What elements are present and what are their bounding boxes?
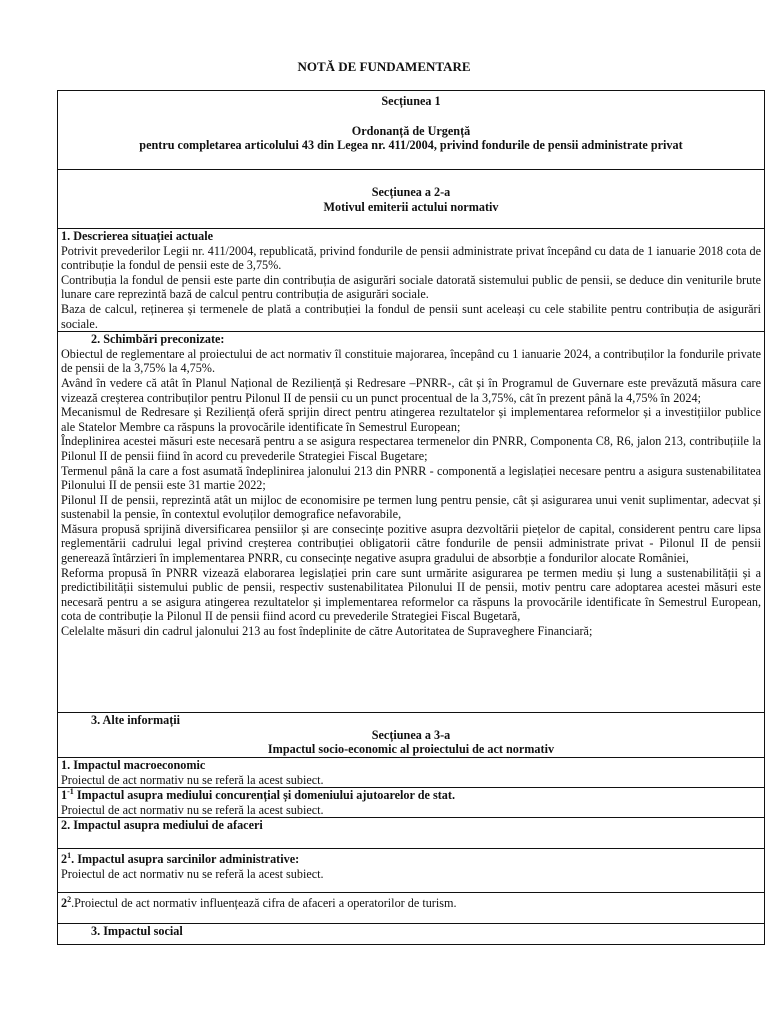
act-subject: pentru completarea articolului 43 din Legea nr. 411/2004, privind fondurile de pensii administrate privat — [139, 138, 683, 153]
planned-changes-heading — [61, 332, 761, 347]
other-info-cell — [58, 713, 765, 758]
current-situation-row — [58, 229, 765, 332]
section2-header-row — [58, 170, 765, 229]
current-situation-heading: 1. Descrierea situației actuale — [61, 229, 214, 243]
social-impact-cell — [58, 924, 765, 945]
current-situation-paragraph: Baza de calcul, reținerea și termenele de plată a contribuției la fondul de pensii sunt aceleași cu cele stabilite pentru contribuția de asigurări sociale. — [61, 301, 761, 331]
admin-impact-text: Proiectul de act normativ nu se referă la acest subiect. — [61, 866, 324, 881]
admin-impact-cell — [58, 849, 765, 893]
act-type: Ordonanță de Urgență — [351, 123, 471, 138]
business-impact-heading: 2. Impactul asupra mediului de afaceri — [61, 818, 263, 833]
tourism-impact-label: .Proiectul de act normativ influențează cifra de afaceri a operatorilor de turism. — [71, 896, 457, 911]
section2-title: Secțiunea a 2-a — [371, 185, 451, 199]
planned-changes-paragraph: Obiectul de reglementare al proiectului de act normativ îl constituie majorarea, începând cu 1 ianuarie 2024, a contribuților la fondurile private de pensii de la 3,75% la 4,75%. — [61, 346, 761, 376]
tourism-impact-row — [58, 893, 765, 924]
social-impact-label: Impactul social — [103, 924, 183, 939]
other-info-label: Alte informații — [102, 713, 181, 728]
competition-impact-heading — [61, 788, 761, 803]
social-impact-heading — [61, 924, 761, 939]
document-title: NOTĂ DE FUNDAMENTARE — [297, 59, 471, 74]
admin-impact-label: . Impactul asupra sarcinilor administrative: — [71, 852, 300, 867]
current-situation-paragraph: Contribuția la fondul de pensii este parte din contribuția de asigurări sociale datorată sistemului public de pensii, se deduce din veniturile brute lunare care reprezintă bază de calcul pentru contribuția de asigurări sociale. — [61, 272, 761, 302]
section3-title: Secțiunea a 3-a — [371, 727, 451, 742]
planned-changes-row — [58, 332, 765, 713]
social-impact-number: 3. — [91, 924, 101, 939]
macro-impact-text: Proiectul de act normativ nu se referă la acest subiect. — [61, 772, 324, 787]
current-situation-cell — [58, 229, 765, 332]
planned-changes-number: 2. — [91, 332, 101, 347]
macro-impact-cell — [58, 757, 765, 787]
admin-impact-row — [58, 849, 765, 893]
macro-impact-row — [58, 757, 765, 787]
competition-impact-superscript: -1 — [67, 787, 74, 797]
section1-title: Secțiunea 1 — [381, 94, 441, 108]
tourism-impact-num: 2 — [61, 896, 68, 911]
tourism-impact-text — [61, 896, 761, 911]
section2-subtitle: Motivul emiterii actului normativ — [323, 199, 499, 214]
planned-changes-paragraph: Reforma propusă în PNRR vizează elaborarea legislației prin care sunt urmărite asigurarea pe termen mediu și lung a sustenabilității și a predictibilității sistemului public de pensii, respectiv sustenabilitatea Pilonului II de pensii, motiv pentru care adoptarea acestei măsuri este necesară pentru a se asigura atingerea rezultatelor și implementarea reformelor ca răspuns la provocările identificate în Semestrul European, cota de contribuție la Pilonul II de pensii fiind acord cu prevederile Strategiei Fiscal Bugetară, — [61, 565, 761, 624]
other-info-row — [58, 713, 765, 758]
business-impact-row — [58, 818, 765, 849]
admin-impact-heading — [61, 852, 761, 867]
section2-header-cell — [58, 170, 765, 229]
competition-impact-label: Impactul asupra mediului concurențial și domeniului ajutoarelor de stat. — [73, 788, 455, 803]
planned-changes-label: Schimbări preconizate: — [103, 332, 225, 347]
macro-impact-heading: 1. Impactul macroeconomic — [61, 757, 206, 772]
admin-impact-superscript: 1 — [67, 851, 72, 861]
current-situation-paragraph: Potrivit prevederilor Legii nr. 411/2004, republicată, privind fondurile de pensii administrate privat începând cu data de 1 ianuarie 2018 cota de contribuție la fondul de pensii este de 3,75%. — [61, 243, 761, 273]
planned-changes-paragraph: Pilonul II de pensii, reprezintă atât un mijloc de economisire pe termen lung pentru pensie, cât și asigurarea unui venit suplimentar, adecvat și sustenabil la pensie, în contextul evoluților demografice nefavorabile, — [61, 492, 761, 522]
competition-impact-cell — [58, 788, 765, 818]
section3-subtitle: Impactul socio-economic al proiectului de act normativ — [267, 742, 555, 757]
section1-cell — [58, 91, 765, 170]
social-impact-row — [58, 924, 765, 945]
planned-changes-paragraph: Îndeplinirea acestei măsuri este necesară pentru a se asigura respectarea termenelor din PNRR, Componenta C8, R6, jalon 213, contribuțiile la Pilonul II de pensii fiind în acord cu prevederile Strategiei Fiscal Bugetare; — [61, 434, 761, 463]
planned-changes-paragraph: Având în vedere că atât în Planul Național de Reziliență și Redresare –PNRR-, cât și în Programul de Guvernare este prevăzută măsura care vizează creșterea contribuților pentru Pilonul II de pensii cu un punct procentual de la 3,75%, cât în prezent până la 4,75% în 2024; — [61, 375, 761, 405]
competition-impact-number: 1 — [61, 788, 68, 803]
other-info-heading — [61, 713, 761, 728]
competition-impact-row — [58, 788, 765, 818]
tourism-impact-number — [61, 896, 71, 910]
planned-changes-paragraph: Măsura propusă sprijină diversificarea pensiilor și are consecințe pozitive asupra dezvoltării piețelor de capital, considerent pentru care lipsa reglementării cadrului legal privind creșterea contribuției obligatorii către fondurile de pensii administrate privat - Pilonul II de pensii generează întârzieri în implementarea PNRR, cu consecințe negative asupra gradului de absorbție a fondurilor alocate României, — [61, 521, 761, 566]
other-info-number: 3. — [91, 713, 101, 728]
planned-changes-paragraph: Termenul până la care a fost asumată îndeplinirea jalonului 213 din PNRR - componentă a legislației necesare pentru a asigura sustenabilitatea Pilonului II de pensii este 31 martie 2022; — [61, 463, 761, 493]
tourism-impact-cell — [58, 893, 765, 924]
tourism-impact-superscript: 2 — [67, 895, 72, 905]
section1-row — [58, 91, 765, 170]
planned-changes-cell — [58, 332, 765, 713]
fundamentation-table — [57, 90, 765, 945]
competition-impact-text: Proiectul de act normativ nu se referă la acest subiect. — [61, 802, 324, 817]
admin-impact-number: 2 — [61, 852, 68, 867]
planned-changes-paragraph: Mecanismul de Redresare și Reziliență oferă sprijin direct pentru atingerea rezultatelor și implementarea reformelor și a investițiilor publice ale Statelor Membre ca răspuns la provocările identificate în Semestrul European; — [61, 405, 761, 434]
business-impact-cell — [58, 818, 765, 849]
planned-changes-paragraph: Celelalte măsuri din cadrul jalonului 213 au fost îndeplinite de către Autoritatea de Supraveghere Financiară; — [61, 624, 593, 639]
